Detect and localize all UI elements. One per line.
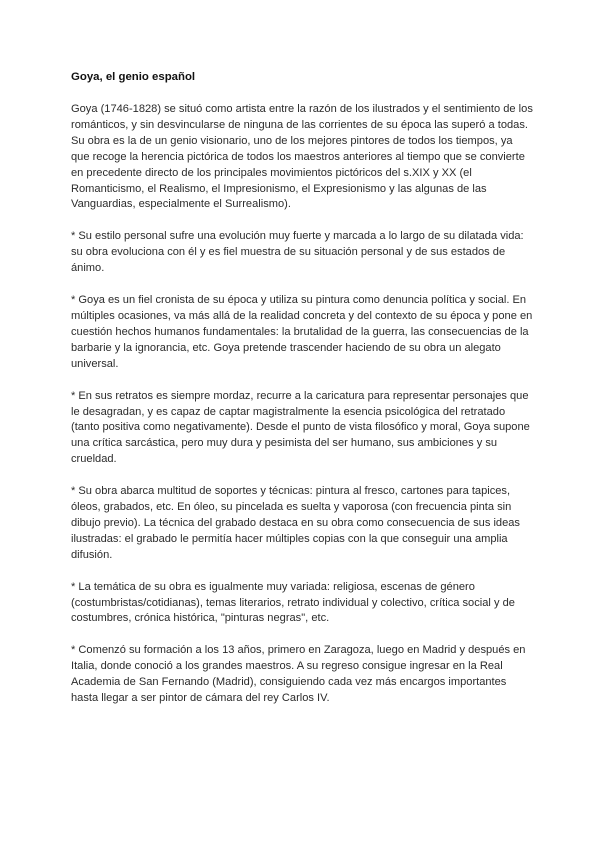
chronicler-paragraph: * Goya es un fiel cronista de su época y utiliza su pintura como denuncia política y social. En múltiples ocasiones, va más allá de la realidad concreta y del contexto de su época y pone en cuestión hechos humanos fundamentales: la brutalidad de la guerra, las consecuencias de la barbarie y la ignorancia, etc. Goya pretende trascender haciendo de su obra un alegato universal. xyxy=(71,294,533,370)
themes-paragraph: * La temática de su obra es igualmente muy variada: religiosa, escenas de género (costumbristas/cotidianas), temas literarios, retrato individual y colectivo, crítica social y de costumbres, crónica histórica, "pinturas negras", etc. xyxy=(71,580,515,625)
intro-paragraph: Goya (1746-1828) se situó como artista entre la razón de los ilustrados y el sentimiento de los románticos, y sin desvincularse de ninguna de las corrientes de su época las superó a todas. Su obra es la de un genio visionario, uno de los mejores pintores de todos los tiempos, ya que recoge la herencia pictórica de todos los maestros anteriores al tiempo que se convierte en precedente directo de los principales movimientos pictóricos del s.XIX y XX (el Romanticismo, el Realismo, el Impresionismo, el Expresionismo y las algunas de las Vanguardias, especialmente el Surrealismo). xyxy=(71,103,533,211)
portraits-paragraph: * En sus retratos es siempre mordaz, recurre a la caricatura para representar personajes que le desagradan, y es capaz de captar magistralmente la esencia psicológica del retratado (tanto positiva como negativamente). Desde el punto de vista filosófico y moral, Goya supone una crítica sarcástica, pero muy dura y pesimista del ser humano, sus ambiciones y su crueldad. xyxy=(71,389,530,466)
document-title: Goya, el genio español xyxy=(71,71,196,83)
training-paragraph: * Comenzó su formación a los 13 años, primero en Zaragoza, luego en Madrid y después en Italia, donde conoció a los grandes maestros. A su regreso consigue ingresar en la Real Academia de San Fernando (Madrid), consiguiendo cada vez más encargos importantes hasta llegar a ser pintor de cámara del rey Carlos IV. xyxy=(71,644,526,705)
document-body xyxy=(71,69,533,723)
techniques-paragraph: * Su obra abarca multitud de soportes y técnicas: pintura al fresco, cartones para tapices, óleos, grabados, etc. En óleo, su pincelada es suelta y vaporosa (con frecuencia pinta sin dibujo previo). La técnica del grabado destaca en su obra como consecuencia de sus ideas ilustradas: el grabado le permitía hacer múltiples copias con la que conseguir una amplia difusión. xyxy=(71,485,520,561)
style-evolution-paragraph: * Su estilo personal sufre una evolución muy fuerte y marcada a lo largo de su dilatada vida: su obra evoluciona con él y es fiel muestra de su situación personal y de sus estados de ánimo. xyxy=(71,230,524,275)
